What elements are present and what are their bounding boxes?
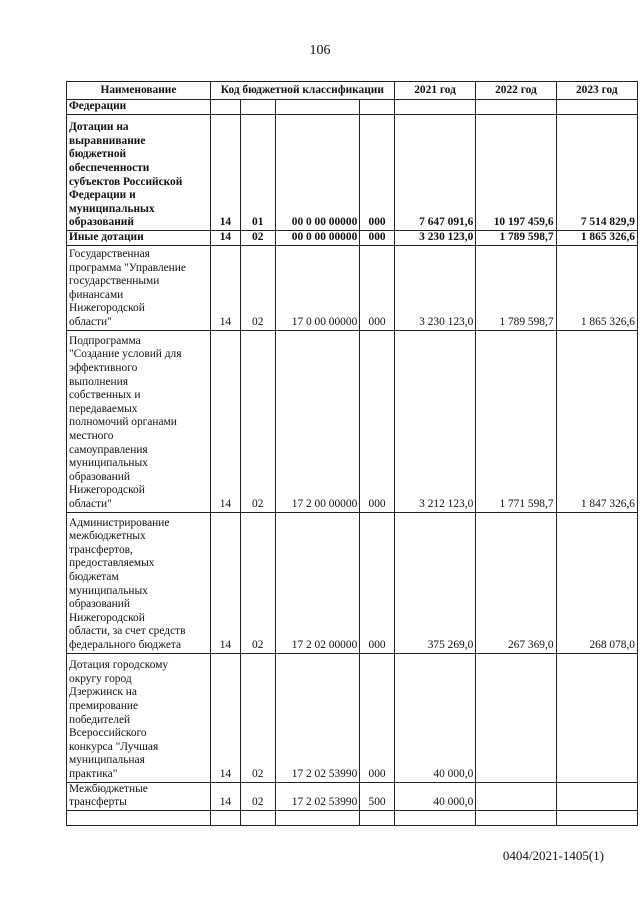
row-section (210, 100, 240, 115)
header-2021: 2021 год (394, 82, 475, 100)
row-value-2021: 7 647 091,6 (394, 115, 475, 231)
row-value-2022 (476, 782, 556, 810)
row-section: 14 (210, 512, 240, 653)
row-expense-type: 000 (360, 330, 395, 512)
header-code: Код бюджетной классификации (210, 82, 394, 100)
table-row (67, 330, 638, 512)
row-subsection: 02 (240, 231, 275, 246)
row-name: Государственная программа "Управление государственными финансами Нижегородской области" (67, 245, 211, 330)
row-target-article: 17 2 00 00000 (275, 330, 360, 512)
row-name: Дотации на выравнивание бюджетной обеспеченности субъектов Российской Федерации и муниципальных образований (67, 115, 211, 231)
row-section: 14 (210, 330, 240, 512)
row-subsection (240, 100, 275, 115)
row-value-2022: 1 789 598,7 (476, 231, 556, 246)
row-value-2023 (556, 653, 637, 782)
row-target-article: 17 0 00 00000 (275, 245, 360, 330)
row-section: 14 (210, 245, 240, 330)
table-row (67, 512, 638, 653)
row-subsection: 01 (240, 115, 275, 231)
row-value-2022: 1 789 598,7 (476, 245, 556, 330)
row-name: Подпрограмма "Создание условий для эффективного выполнения собственных и передаваемых полномочий органами местного самоуправления муниципальных образований Нижегородской области" (67, 330, 211, 512)
row-expense-type: 000 (360, 653, 395, 782)
row-subsection: 02 (240, 330, 275, 512)
row-value-2021: 3 230 123,0 (394, 231, 475, 246)
row-value-2021: 375 269,0 (394, 512, 475, 653)
row-expense-type: 000 (360, 231, 395, 246)
row-target-article (275, 100, 360, 115)
row-expense-type: 000 (360, 115, 395, 231)
row-value-2022: 1 771 598,7 (476, 330, 556, 512)
row-expense-type (360, 100, 395, 115)
row-value-2023: 1 865 326,6 (556, 245, 637, 330)
table-empty-row (67, 810, 638, 825)
row-value-2023: 1 847 326,6 (556, 330, 637, 512)
row-target-article: 00 0 00 00000 (275, 231, 360, 246)
row-subsection: 02 (240, 782, 275, 810)
row-section: 14 (210, 782, 240, 810)
row-name: Межбюджетные трансферты (67, 782, 211, 810)
document-code: 0404/2021-1405(1) (502, 848, 604, 863)
row-value-2021: 3 212 123,0 (394, 330, 475, 512)
header-2023: 2023 год (556, 82, 637, 100)
row-value-2023: 268 078,0 (556, 512, 637, 653)
table-row (67, 115, 638, 231)
row-value-2023 (556, 100, 637, 115)
row-section: 14 (210, 231, 240, 246)
row-expense-type: 500 (360, 782, 395, 810)
budget-table (66, 81, 638, 826)
row-value-2021: 40 000,0 (394, 782, 475, 810)
row-section: 14 (210, 653, 240, 782)
row-value-2021: 40 000,0 (394, 653, 475, 782)
table-row (67, 782, 638, 810)
row-name: Федерации (67, 100, 211, 115)
row-target-article: 00 0 00 00000 (275, 115, 360, 231)
row-target-article: 17 2 02 53990 (275, 653, 360, 782)
row-subsection: 02 (240, 512, 275, 653)
table-row (67, 100, 638, 115)
row-value-2022 (476, 100, 556, 115)
row-section: 14 (210, 115, 240, 231)
row-name: Администрирование межбюджетных трансфертов, предоставляемых бюджетам муниципальных образований Нижегородской области, за счет средств федерального бюджета (67, 512, 211, 653)
row-value-2021 (394, 100, 475, 115)
table-row (67, 231, 638, 246)
row-value-2022: 10 197 459,6 (476, 115, 556, 231)
row-value-2022 (476, 653, 556, 782)
row-subsection: 02 (240, 245, 275, 330)
table-header-row (67, 82, 638, 100)
table-row (67, 653, 638, 782)
row-value-2023: 7 514 829,9 (556, 115, 637, 231)
row-target-article: 17 2 02 53990 (275, 782, 360, 810)
table-row (67, 245, 638, 330)
page-number: 106 (309, 43, 331, 58)
row-name: Иные дотации (67, 231, 211, 246)
header-2022: 2022 год (476, 82, 556, 100)
row-name: Дотация городскому округу город Дзержинск на премирование победителей Всероссийского конкурса "Лучшая муниципальная практика" (67, 653, 211, 782)
row-value-2023: 1 865 326,6 (556, 231, 637, 246)
row-value-2022: 267 369,0 (476, 512, 556, 653)
row-expense-type: 000 (360, 245, 395, 330)
row-value-2023 (556, 782, 637, 810)
row-value-2021: 3 230 123,0 (394, 245, 475, 330)
row-target-article: 17 2 02 00000 (275, 512, 360, 653)
row-expense-type: 000 (360, 512, 395, 653)
row-subsection: 02 (240, 653, 275, 782)
header-name: Наименование (67, 82, 211, 100)
